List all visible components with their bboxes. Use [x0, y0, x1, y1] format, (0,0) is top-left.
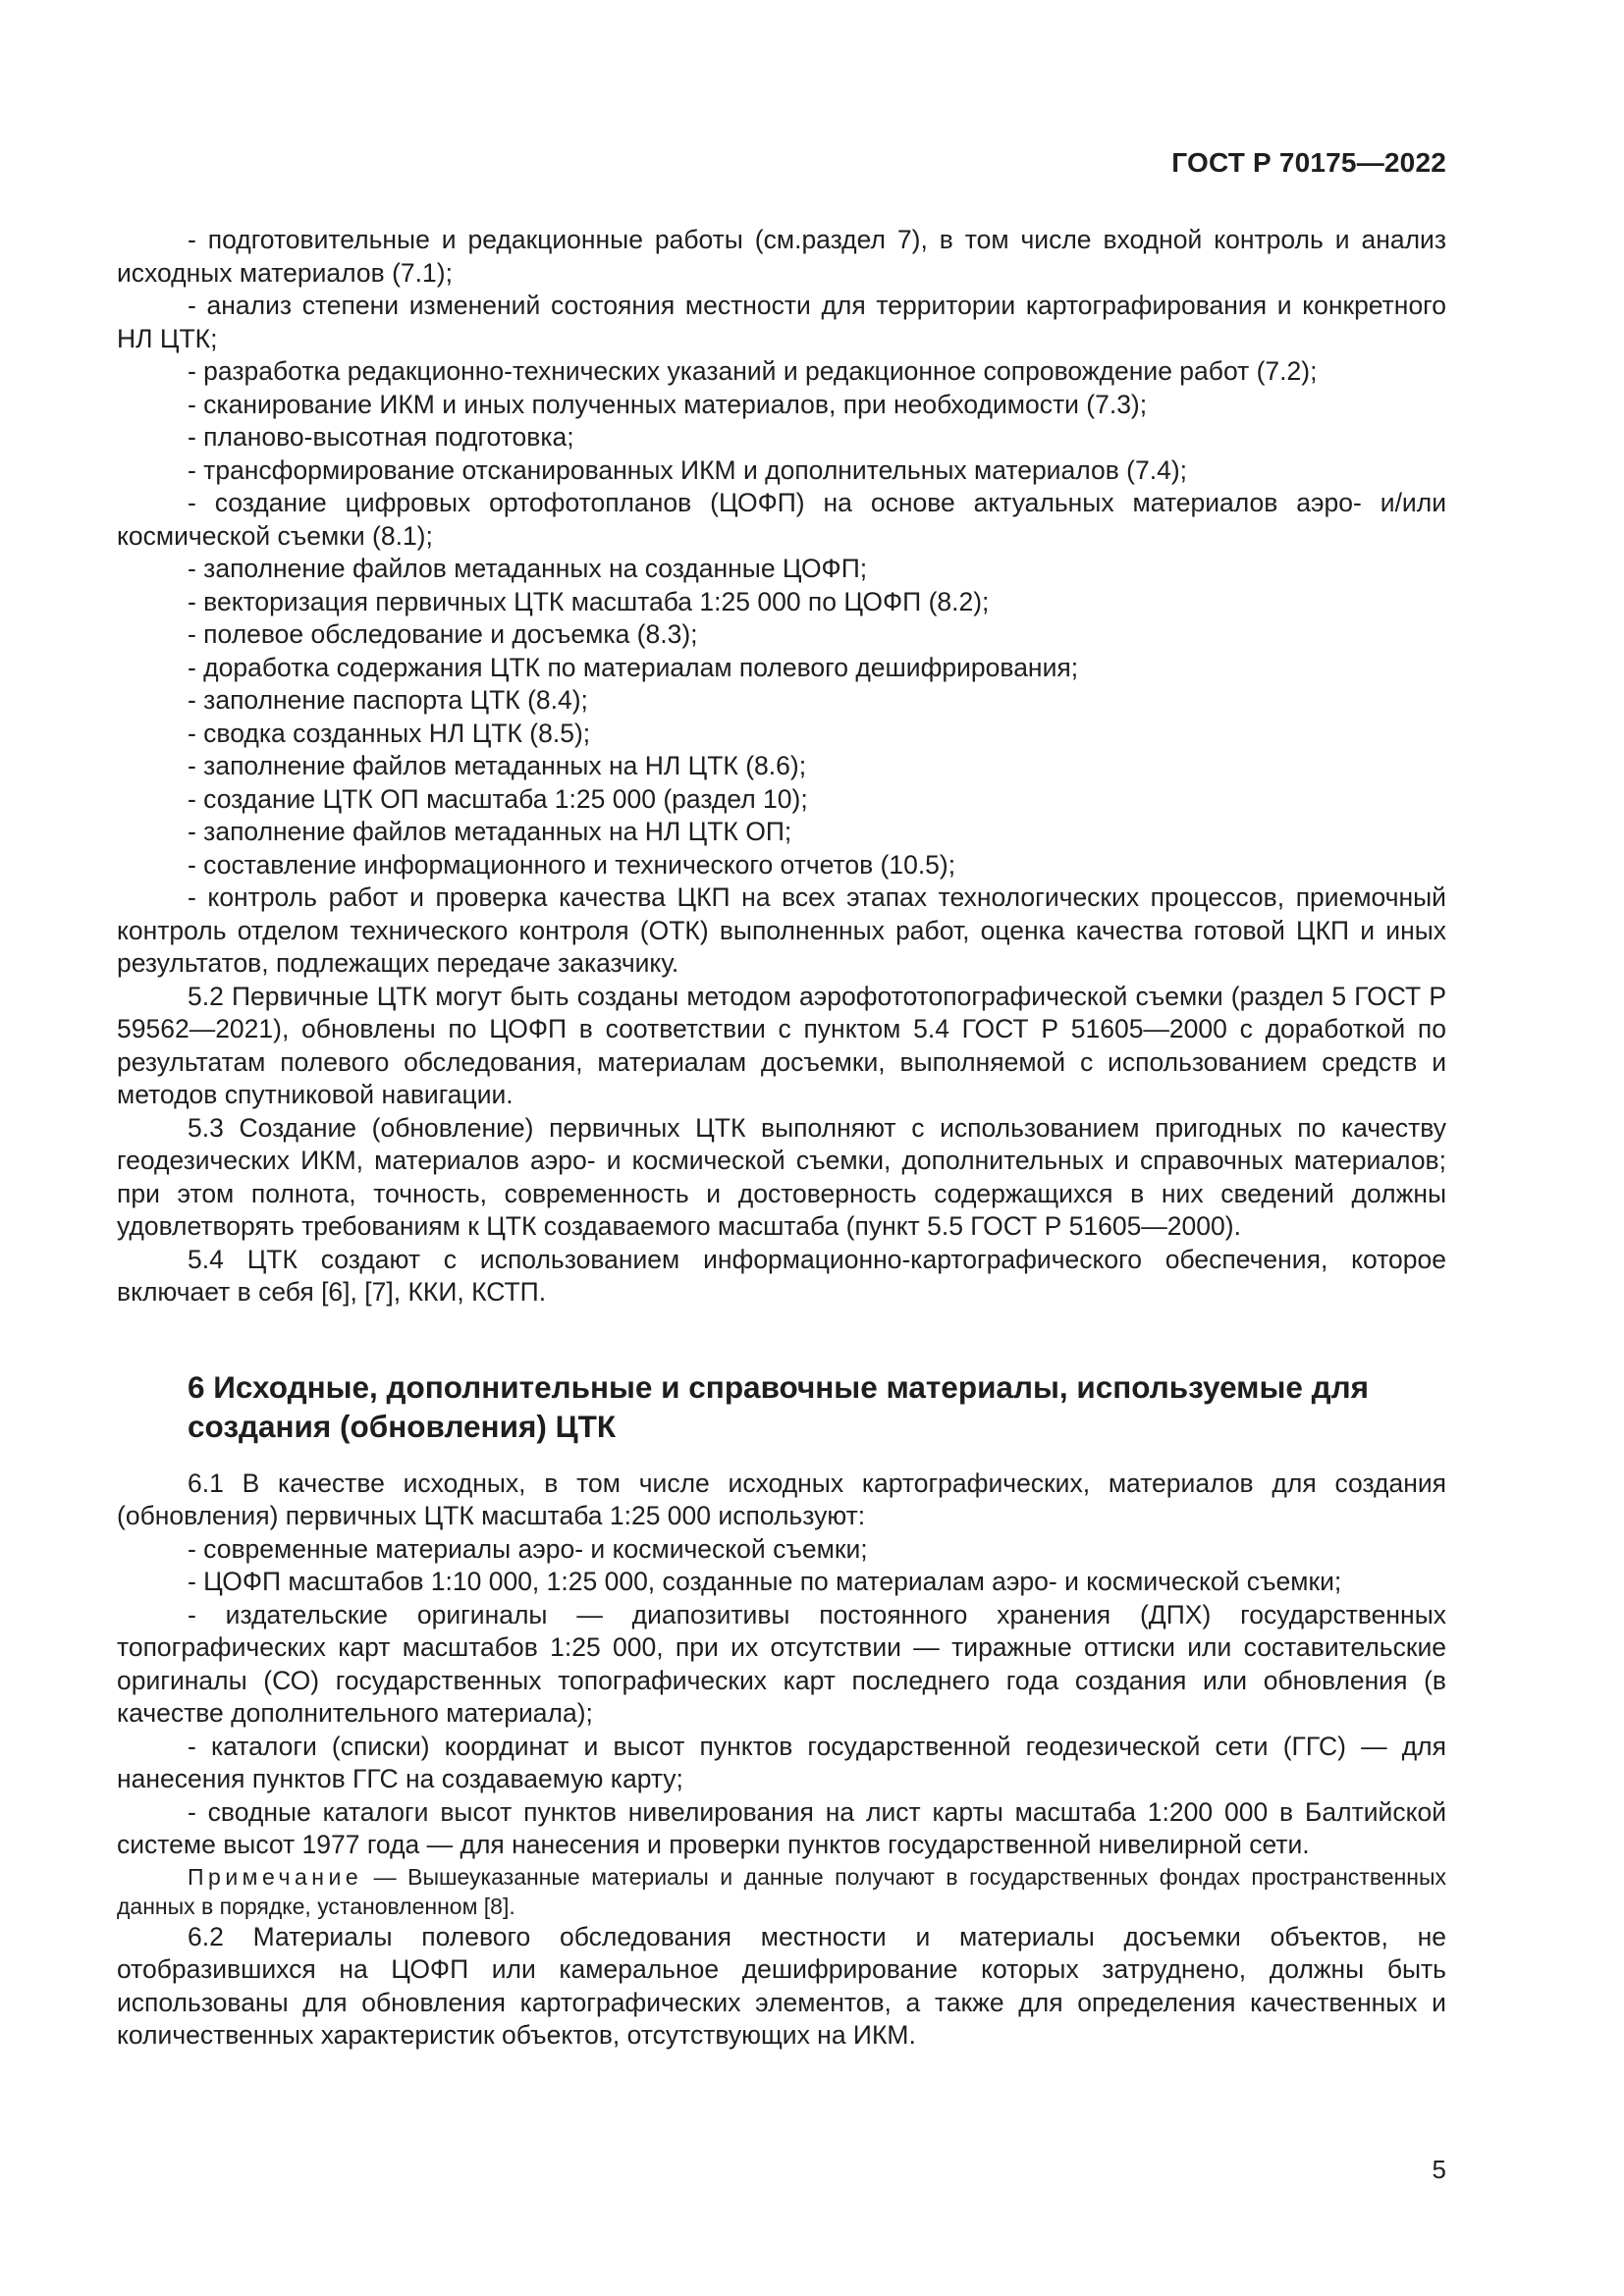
list-item: - составление информационного и технического отчетов (10.5); [188, 849, 956, 880]
list-item: - планово-высотная подготовка; [188, 422, 574, 452]
paragraph-5-3: 5.3 Создание (обновление) первичных ЦТК выполняют с использованием пригодных по качеству геодезических ИКМ, материалов аэро- и космической съемки, дополнительных и справочных материалов; при этом полнота, точность, современность и достоверность содержащихся в них сведений должны удовлетворять требованиям к ЦТК создаваемого масштаба (пункт 5.5 ГОСТ Р 51605—2000). [117, 1112, 1446, 1241]
document-body [117, 224, 1446, 2053]
paragraph-5-2: 5.2 Первичные ЦТК могут быть созданы методом аэрофототопографической съемки (раздел 5 ГОСТ Р 59562—2021), обновлены по ЦОФП в соответствии с пунктом 5.4 ГОСТ Р 51605—2000 с доработкой по результатам полевого обследования, материалам досъемки, выполняемой с использованием средств и методов спутниковой навигации. [117, 981, 1446, 1109]
page-number: 5 [1432, 2155, 1446, 2184]
list-item: - заполнение паспорта ЦТК (8.4); [188, 685, 588, 715]
note [117, 1862, 1446, 1921]
list-item: - создание ЦТК ОП масштаба 1:25 000 (раздел 10); [188, 783, 808, 814]
list-item: - сводные каталоги высот пунктов нивелирования на лист карты масштаба 1:200 000 в Балтийской системе высот 1977 года — для нанесения и проверки пунктов государственной нивелирной сети. [117, 1796, 1446, 1859]
list-item: - сканирование ИКМ и иных полученных материалов, при необходимости (7.3); [188, 389, 1148, 419]
list-item: - анализ степени изменений состояния местности для территории картографирования и конкретного НЛ ЦТК; [117, 291, 1446, 353]
paragraph-5-4: 5.4 ЦТК создают с использованием информационно-картографического обеспечения, которое включает в себя [6], [7], ККИ, КСТП. [117, 1244, 1446, 1307]
list-item: - доработка содержания ЦТК по материалам полевого дешифрирования; [188, 652, 1079, 682]
list-item: - ЦОФП масштабов 1:10 000, 1:25 000, созданные по материалам аэро- и космической съемки; [188, 1567, 1342, 1596]
list-item: - заполнение файлов метаданных на НЛ ЦТК (8.6); [188, 751, 807, 780]
list-item: - подготовительные и редакционные работы (см.раздел 7), в том числе входной контроль и анализ исходных материалов (7.1); [117, 225, 1446, 288]
paragraph-6-2: 6.2 Материалы полевого обследования местности и материалы досъемки объектов, не отобразившихся на ЦОФП или камеральное дешифрирование которых затруднено, должны быть использованы для обновления картографических элементов, а также для определения качественных и количественных характеристик объектов, отсутствующих на ИКМ. [117, 1921, 1446, 2050]
list-item: - разработка редакционно-технических указаний и редакционное сопровождение работ (7.2); [188, 356, 1318, 386]
section-6-heading: 6 Исходные, дополнительные и справочные материалы, используемые для создания (обновления) ЦТК [188, 1368, 1370, 1444]
list-item: - контроль работ и проверка качества ЦКП на всех этапах технологических процессов, приемочный контроль отделом технического контроля (ОТК) выполненных работ, оценка качества готовой ЦКП и иных результатов, подлежащих передаче заказчику. [117, 882, 1446, 978]
list-item: - полевое обследование и досъемка (8.3); [188, 619, 698, 649]
note-label: Примечание [188, 1863, 363, 1890]
paragraph-6-1: 6.1 В качестве исходных, в том числе исходных картографических, материалов для создания (обновления) первичных ЦТК масштаба 1:25 000 используют: [117, 1468, 1446, 1530]
note-text: — Вышеуказанные материалы и данные получают в государственных фондах пространственных данных в порядке, установленном [8]. [117, 1863, 1446, 1919]
list-item: - создание цифровых ортофотопланов (ЦОФП) на основе актуальных материалов аэро- и/или космической съемки (8.1); [117, 488, 1446, 551]
list-item: - векторизация первичных ЦТК масштаба 1:25 000 по ЦОФП (8.2); [188, 586, 990, 616]
list-item: - современные материалы аэро- и космической съемки; [188, 1533, 868, 1564]
list-item: - заполнение файлов метаданных на НЛ ЦТК ОП; [188, 817, 792, 846]
list-item: - каталоги (списки) координат и высот пунктов государственной геодезической сети (ГГС) — для нанесения пунктов ГГС на создаваемую карту; [117, 1731, 1446, 1793]
list-item: - сводка созданных НЛ ЦТК (8.5); [188, 718, 591, 748]
document-header: ГОСТ Р 70175—2022 [1171, 147, 1446, 178]
list-item: - трансформирование отсканированных ИКМ и дополнительных материалов (7.4); [188, 454, 1188, 485]
list-item: - заполнение файлов метаданных на созданные ЦОФП; [188, 554, 868, 583]
list-item: - издательские оригиналы — диапозитивы постоянного хранения (ДПХ) государственных топографических карт масштабов 1:25 000, при их отсутствии — тиражные оттиски или составительские оригиналы (СО) государственных топографических карт последнего года создания или обновления (в качестве дополнительного материала); [117, 1599, 1446, 1728]
